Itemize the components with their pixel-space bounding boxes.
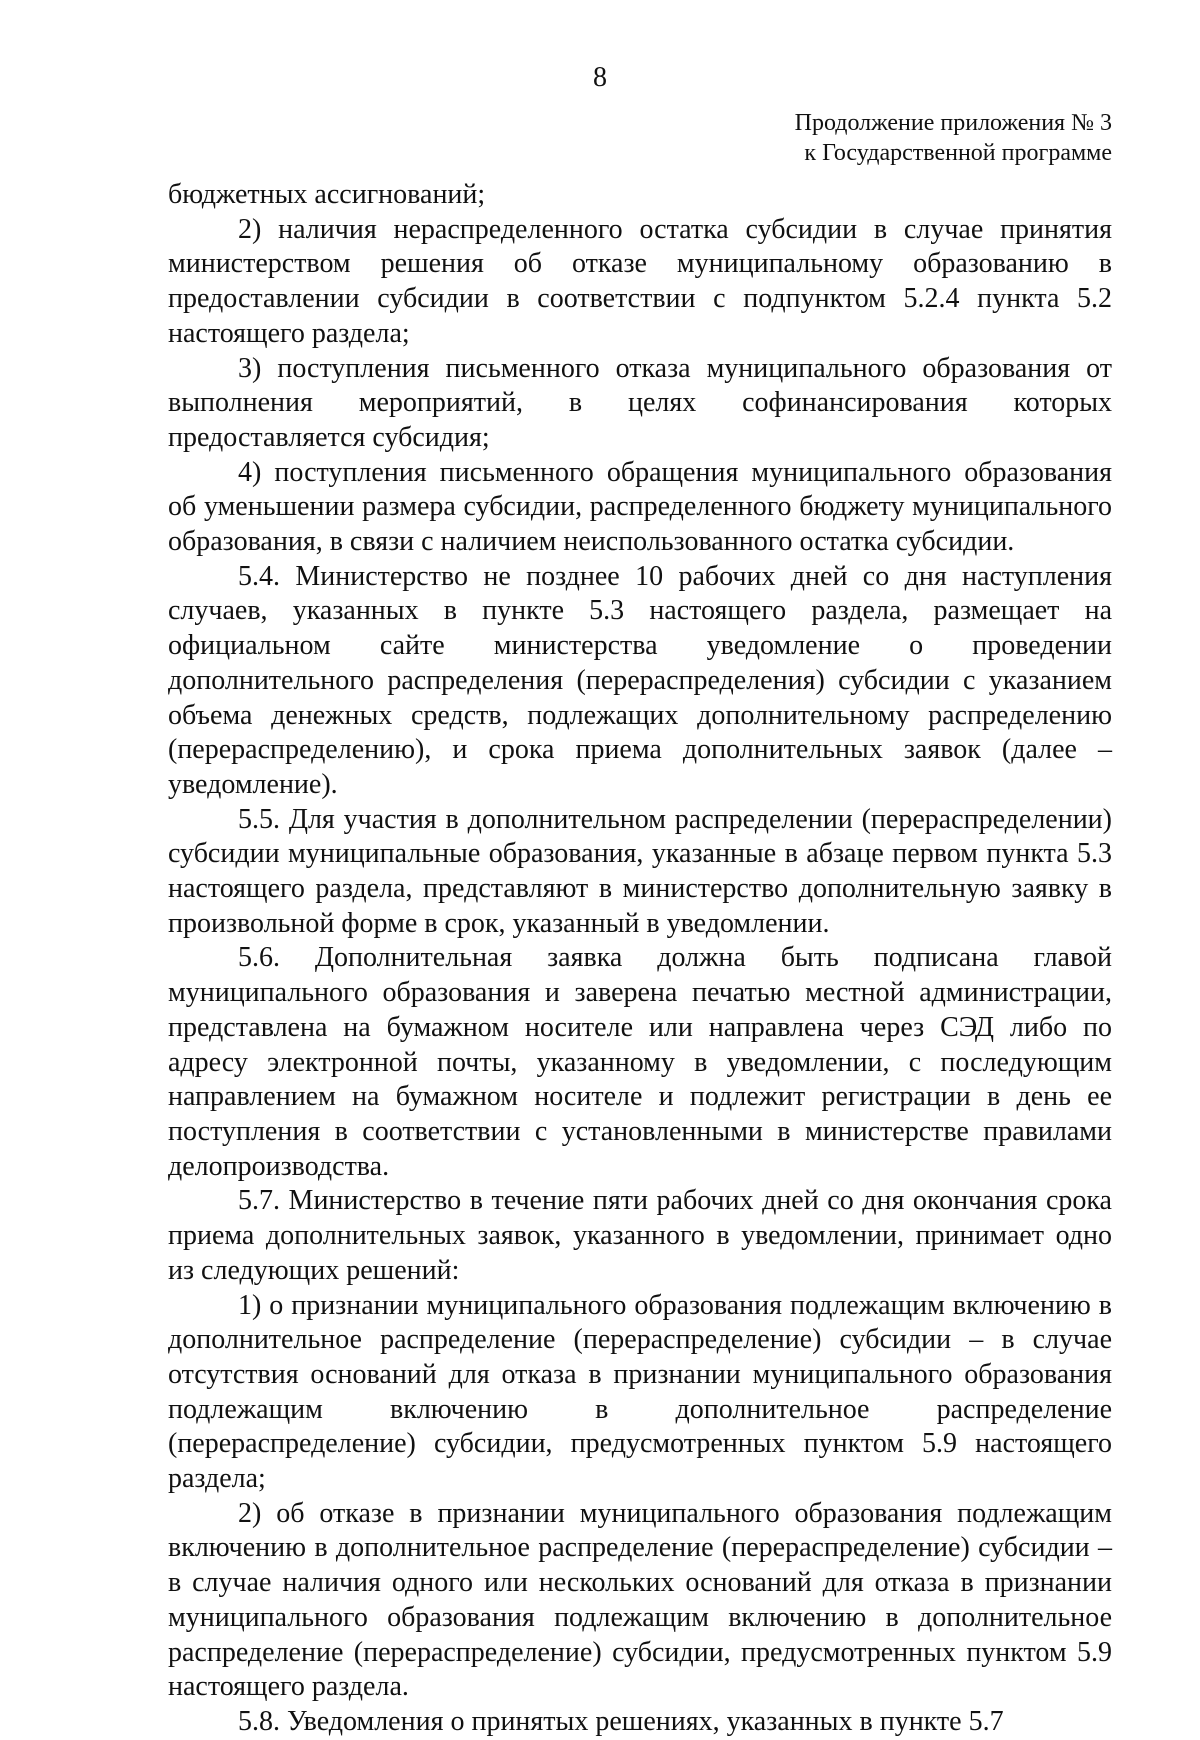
paragraph: бюджетных ассигнований;: [168, 179, 486, 210]
paragraph: 1) о признании муниципального образования подлежащим включению в дополнительное распределение (перераспределение) субсидии – в случае отсутствия оснований для отказа в признании муниципального образования подлежащим включению в дополнительное распределение (перераспределение) субсидии, предусмотренных пунктом 5.9 настоящего раздела;: [168, 1289, 1112, 1495]
paragraph: 5.7. Министерство в течение пяти рабочих дней со дня окончания срока приема дополнительных заявок, указанного в уведомлении, принимает одно из следующих решений:: [168, 1185, 1112, 1286]
document-body: [168, 178, 1112, 1740]
paragraph: 3) поступления письменного отказа муниципального образования от выполнения мероприятий, в целях софинансирования которых предоставляется субсидия;: [168, 352, 1112, 453]
appendix-header-line-1: Продолжение приложения № 3: [794, 110, 1112, 136]
appendix-header: [795, 108, 1112, 168]
paragraph: 5.4. Министерство не позднее 10 рабочих дней со дня наступления случаев, указанных в пункте 5.3 настоящего раздела, размещает на официальном сайте министерства уведомление о проведении дополнительного распределения (перераспределения) субсидии с указанием объема денежных средств, подлежащих дополнительному распределению (перераспределению), и срока приема дополнительных заявок (далее – уведомление).: [168, 560, 1112, 800]
page-number: 8: [593, 62, 607, 93]
paragraph: 5.8. Уведомления о принятых решениях, указанных в пункте 5.7: [238, 1705, 1004, 1737]
paragraph: 5.5. Для участия в дополнительном распределении (перераспределении) субсидии муниципальные образования, указанные в абзаце первом пункта 5.3 настоящего раздела, представляют в министерство дополнительную заявку в произвольной форме в срок, указанный в уведомлении.: [168, 803, 1112, 939]
paragraph: 2) наличия нераспределенного остатка субсидии в случае принятия министерством решения об отказе муниципальному образованию в предоставлении субсидии в соответствии с подпунктом 5.2.4 пункта 5.2 настоящего раздела;: [168, 213, 1112, 349]
paragraph: 2) об отказе в признании муниципального образования подлежащим включению в дополнительное распределение (перераспределение) субсидии – в случае наличия одного или нескольких оснований для отказа в признании муниципального образования подлежащим включению в дополнительное распределение (перераспределение) субсидии, предусмотренных пунктом 5.9 настоящего раздела.: [168, 1497, 1112, 1703]
paragraph: 4) поступления письменного обращения муниципального образования об уменьшении размера субсидии, распределенного бюджету муниципального образования, в связи с наличием неиспользованного остатка субсидии.: [168, 456, 1112, 558]
appendix-header-line-2: к Государственной программе: [804, 140, 1112, 166]
paragraph: 5.6. Дополнительная заявка должна быть подписана главой муниципального образования и заверена печатью местной администрации, представлена на бумажном носителе или направлена через СЭД либо по адресу электронной почты, указанному в уведомлении, с последующим направлением на бумажном носителе и подлежит регистрации в день ее поступления в соответствии с установленными в министерстве правилами делопроизводства.: [168, 942, 1112, 1182]
